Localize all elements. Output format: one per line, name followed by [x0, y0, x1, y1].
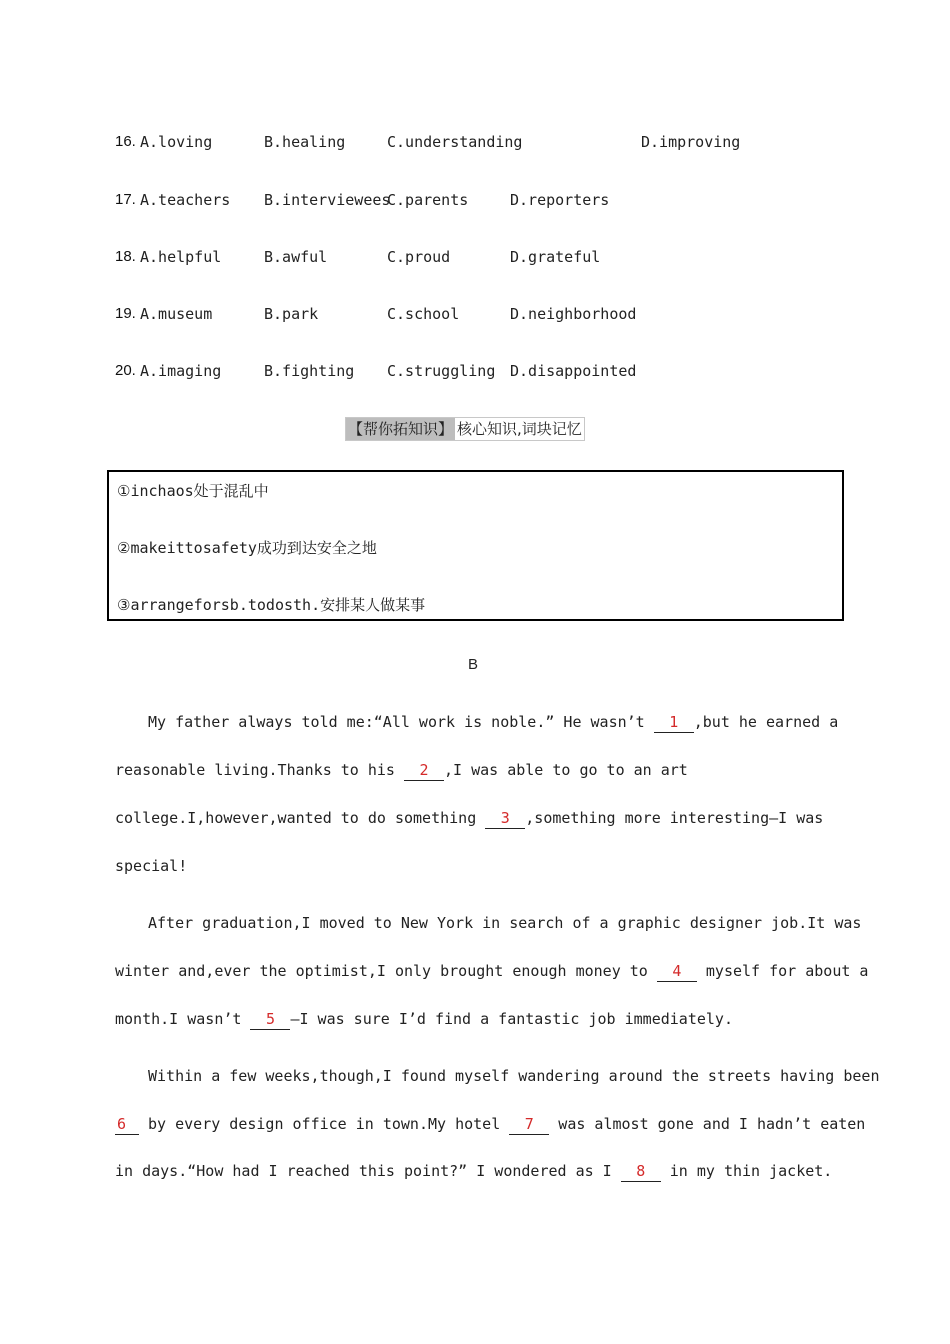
blank-4: 4: [657, 961, 697, 982]
passage-text: ,but he earned a: [693, 713, 839, 731]
option-c: C.parents: [387, 191, 469, 209]
passage-text: ,something more interesting—I was: [525, 809, 824, 827]
blank-7: 7: [509, 1114, 549, 1135]
option-c: C.struggling: [387, 362, 496, 380]
passage-text: in days.“How had I reached this point?” I wondered as I: [115, 1162, 621, 1180]
knowledge-title: [345, 417, 585, 441]
option-a: A.museum: [140, 305, 213, 323]
blank-2: 2: [404, 760, 444, 781]
option-c: C.understanding: [387, 133, 523, 151]
question-number: 16.: [115, 133, 136, 150]
passage-text: reasonable living.Thanks to his: [115, 761, 404, 779]
knowledge-title-tail: 核心知识,词块记忆: [457, 420, 582, 438]
blank-3: 3: [485, 808, 525, 829]
blank-6: 6: [115, 1114, 139, 1135]
option-a: A.loving: [140, 133, 213, 151]
passage-line: [115, 806, 830, 830]
question-number: 17.: [115, 191, 136, 208]
passage-line: [115, 758, 830, 782]
section-label: B: [468, 656, 479, 673]
blank-1: 1: [654, 712, 694, 733]
passage-text: —I was sure I’d find a fantastic job immediately.: [290, 1010, 733, 1028]
passage-text: by every design office in town.My hotel: [139, 1115, 510, 1133]
passage-text: month.I wasn’t: [115, 1010, 251, 1028]
passage-text: myself for about a: [696, 962, 869, 980]
option-a: A.imaging: [140, 362, 222, 380]
passage-line: [148, 710, 839, 734]
option-c: C.school: [387, 305, 460, 323]
passage-text: My father always told me:“All work is noble.” He wasn’t: [148, 713, 654, 731]
option-c: C.proud: [387, 248, 451, 266]
blank-8: 8: [621, 1161, 661, 1182]
passage-line: [115, 1112, 866, 1136]
option-d: D.improving: [641, 133, 741, 151]
blank-5: 5: [250, 1009, 290, 1030]
option-a: A.helpful: [140, 248, 222, 266]
question-number: 19.: [115, 305, 136, 322]
knowledge-item: ②makeittosafety成功到达安全之地: [117, 539, 377, 557]
option-b: B.park: [264, 305, 319, 323]
option-b: B.healing: [264, 133, 346, 151]
passage-text: in my thin jacket.: [660, 1162, 833, 1180]
passage-line: [115, 959, 869, 983]
passage-text: college.I,however,wanted to do something: [115, 809, 486, 827]
option-a: A.teachers: [140, 191, 231, 209]
option-b: B.interviewees: [264, 191, 391, 209]
option-d: D.disappointed: [510, 362, 637, 380]
knowledge-title-head: 【帮你拓知识】: [348, 420, 454, 438]
option-b: B.awful: [264, 248, 328, 266]
question-number: 18.: [115, 248, 136, 265]
option-d: D.grateful: [510, 248, 601, 266]
passage-line: After graduation,I moved to New York in search of a graphic designer job.It was: [148, 914, 862, 932]
passage-line: Within a few weeks,though,I found myself wandering around the streets having been: [148, 1067, 880, 1085]
passage-line: [115, 1007, 830, 1031]
option-d: D.neighborhood: [510, 305, 637, 323]
passage-text: ,I was able to go to an art: [443, 761, 688, 779]
passage-line: [115, 1159, 833, 1183]
option-b: B.fighting: [264, 362, 355, 380]
knowledge-box: [107, 470, 844, 621]
passage-text: was almost gone and I hadn’t eaten: [549, 1115, 866, 1133]
knowledge-item: ③arrangeforsb.todosth.安排某人做某事: [117, 596, 426, 614]
passage-line: special!: [115, 857, 188, 875]
passage-text: winter and,ever the optimist,I only brought enough money to: [115, 962, 657, 980]
knowledge-item: ①inchaos处于混乱中: [117, 482, 269, 500]
option-d: D.reporters: [510, 191, 610, 209]
question-number: 20.: [115, 362, 136, 379]
